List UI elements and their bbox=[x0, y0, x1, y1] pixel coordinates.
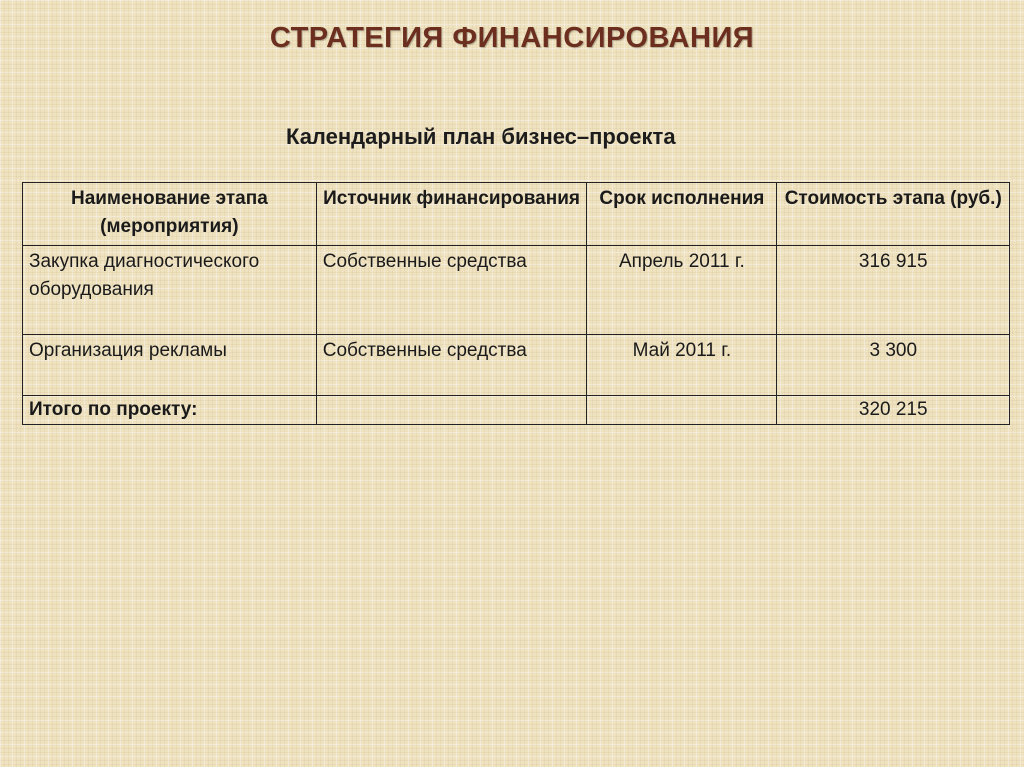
header-source: Источник финансирования bbox=[316, 183, 587, 246]
cell-stage: Организация рекламы bbox=[23, 335, 317, 396]
table-row bbox=[23, 246, 1010, 335]
table-total-row bbox=[23, 396, 1010, 425]
header-stage: Наименование этапа (мероприятия) bbox=[23, 183, 317, 246]
cell-source: Собственные средства bbox=[316, 335, 587, 396]
total-label: Итого по проекту: bbox=[23, 396, 317, 425]
total-cost: 320 215 bbox=[777, 396, 1010, 425]
slide-title: СТРАТЕГИЯ ФИНАНСИРОВАНИЯ bbox=[269, 22, 755, 54]
header-cost: Стоимость этапа (руб.) bbox=[777, 183, 1010, 246]
cell-deadline: Май 2011 г. bbox=[587, 335, 777, 396]
header-deadline: Срок исполнения bbox=[587, 183, 777, 246]
table-caption: Календарный план бизнес–проекта bbox=[286, 124, 676, 149]
cell-stage: Закупка диагностического оборудования bbox=[23, 246, 317, 335]
cell-cost: 316 915 bbox=[777, 246, 1010, 335]
table-header-row bbox=[23, 183, 1010, 246]
cell-source: Собственные средства bbox=[316, 246, 587, 335]
project-schedule-table bbox=[22, 182, 1010, 425]
total-empty-cell bbox=[316, 396, 587, 425]
total-empty-cell bbox=[587, 396, 777, 425]
cell-cost: 3 300 bbox=[777, 335, 1010, 396]
cell-deadline: Апрель 2011 г. bbox=[587, 246, 777, 335]
table-row bbox=[23, 335, 1010, 396]
